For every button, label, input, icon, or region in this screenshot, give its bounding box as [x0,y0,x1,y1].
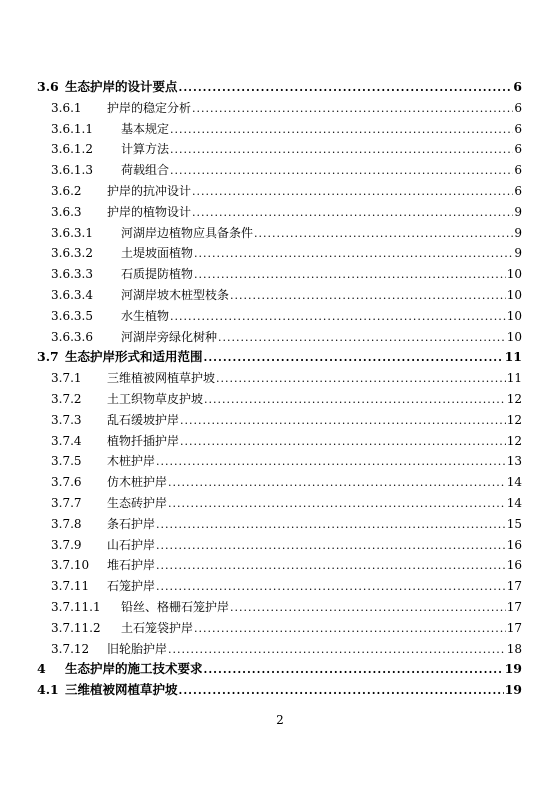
toc-entry-title: 乱石缓坡护岸 [107,412,180,427]
toc-entry-page: 10 [506,267,522,282]
toc-entry-number: 3.6.3.2 [51,246,93,261]
toc-leader-dots [180,432,506,453]
toc-entry-title: 荷载组合 [121,163,170,178]
toc-leader-dots [170,120,513,141]
toc-entry-page: 12 [506,433,522,448]
toc-entry-page: 10 [506,287,522,302]
toc-entry[interactable] [37,555,522,576]
toc-entry-title: 生态砖护岸 [107,495,168,510]
toc-entry-number: 3.7.4 [51,433,82,448]
toc-entry[interactable] [37,368,522,389]
toc-leader-dots [204,390,506,411]
toc-entry-title: 基本规定 [121,121,170,136]
toc-entry-number: 3.7.11 [51,579,90,594]
toc-entry[interactable] [37,618,522,639]
toc-entry-page: 14 [506,495,522,510]
toc-entry-title: 石笼护岸 [107,579,156,594]
toc-entry[interactable] [37,493,522,514]
toc-entry-title: 植物扦插护岸 [107,433,180,448]
toc-entry[interactable] [37,77,522,98]
toc-leader-dots [156,556,506,577]
toc-entry-number: 3.6 [37,79,59,94]
toc-entry-page: 9 [514,204,522,219]
toc-leader-dots [192,203,513,224]
toc-entry-number: 3.6.3 [51,204,82,219]
toc-entry-number: 3.6.1 [51,100,82,115]
toc-entry-number: 3.7 [37,349,59,365]
toc-entry[interactable] [37,139,522,160]
toc-entry-title: 水生植物 [121,308,170,323]
toc-entry-page: 12 [506,391,522,406]
toc-leader-dots [168,640,506,661]
toc-entry-page: 17 [506,579,522,594]
toc-entry-title: 三维植被网植草护坡 [65,682,178,698]
toc-leader-dots [156,452,506,473]
toc-entry[interactable] [37,659,522,680]
toc-entry[interactable] [37,514,522,535]
toc-entry-number: 3.6.3.1 [51,225,93,240]
toc-entry-number: 3.7.3 [51,412,82,427]
page-number: 2 [276,713,284,727]
toc-entry-page: 17 [506,599,522,614]
toc-entry-page: 16 [506,558,522,573]
toc-entry-title: 土工织物草皮护坡 [107,391,204,406]
toc-entry[interactable] [37,327,522,348]
toc-entry-title: 条石护岸 [107,516,156,531]
toc-leader-dots [254,224,513,245]
toc-leader-dots [204,660,504,681]
toc-leader-dots [192,182,513,203]
toc-entry[interactable] [37,181,522,202]
toc-entry-number: 3.6.1.3 [51,163,93,178]
toc-leader-dots [218,328,506,349]
toc-entry-number: 3.7.11.2 [51,620,101,635]
toc-entry-number: 3.6.3.6 [51,329,93,344]
toc-entry-page: 6 [514,142,522,157]
toc-entry-page: 13 [506,454,522,469]
toc-entry[interactable] [37,639,522,660]
toc-entry-number: 3.7.12 [51,641,90,656]
toc-leader-dots [168,473,506,494]
toc-entry[interactable] [37,576,522,597]
toc-entry[interactable] [37,535,522,556]
toc-entry-page: 10 [506,329,522,344]
toc-entry-page: 6 [513,79,522,94]
toc-entry-title: 河湖岸坡木桩型枝条 [121,287,230,302]
toc-entry-title: 生态护岸的设计要点 [65,79,178,94]
toc-leader-dots [156,577,506,598]
toc-leader-dots [216,369,506,390]
toc-leader-dots [180,411,506,432]
toc-leader-dots [179,78,513,99]
toc-entry-title: 生态护岸形式和适用范围 [65,349,203,365]
toc-entry-page: 16 [506,537,522,552]
toc-entry[interactable] [37,160,522,181]
toc-entry-number: 3.6.3.4 [51,287,93,302]
toc-entry-page: 9 [514,246,522,261]
toc-leader-dots [192,99,513,120]
toc-entry-page: 9 [514,225,522,240]
toc-entry-page: 17 [506,620,522,635]
toc-entry-page: 19 [504,661,522,677]
toc-entry-number: 3.7.6 [51,475,82,490]
toc-entry-title: 护岸的稳定分析 [107,100,192,115]
toc-entry-number: 3.6.3.5 [51,308,93,323]
toc-entry-page: 10 [506,308,522,323]
toc-entry-page: 6 [514,183,522,198]
toc-entry-number: 4 [37,661,46,677]
toc-entry[interactable] [37,202,522,223]
toc-entry-title: 生态护岸的施工技术要求 [65,661,203,677]
toc-entry[interactable] [37,472,522,493]
toc-entry-title: 土石笼袋护岸 [121,620,194,635]
toc-entry-title: 铅丝、格栅石笼护岸 [121,599,230,614]
toc-entry-number: 3.7.2 [51,391,82,406]
toc-entry-title: 旧轮胎护岸 [107,641,168,656]
toc-entry-number: 3.6.1.1 [51,121,93,136]
toc-leader-dots [230,598,506,619]
toc-entry-page: 12 [506,412,522,427]
toc-leader-dots [170,140,513,161]
toc-entry[interactable] [37,119,522,140]
toc-entry-number: 3.7.5 [51,454,82,469]
toc-entry-title: 三维植被网植草护坡 [107,371,216,386]
toc-entry-title: 护岸的抗冲设计 [107,183,192,198]
toc-entry[interactable] [37,347,522,368]
toc-leader-dots [194,619,506,640]
toc-entry-page: 6 [514,100,522,115]
toc-entry-number: 3.7.1 [51,371,82,386]
toc-entry-number: 3.6.1.2 [51,142,93,157]
toc-leader-dots [194,265,506,286]
toc-entry-title: 土堤坡面植物 [121,246,194,261]
toc-entry[interactable] [37,597,522,618]
toc-entry-number: 3.7.9 [51,537,82,552]
toc-entry-page: 14 [506,475,522,490]
toc-entry-title: 河湖岸边植物应具备条件 [121,225,254,240]
toc-entry-number: 4.1 [37,682,59,698]
toc-entry-page: 11 [504,349,522,365]
toc-entry-number: 3.7.7 [51,495,82,510]
toc-entry-number: 3.7.10 [51,558,90,573]
toc-entry-title: 计算方法 [121,142,170,157]
toc-entry[interactable] [37,98,522,119]
toc-entry-title: 护岸的植物设计 [107,204,192,219]
toc-entry[interactable] [37,410,522,431]
toc-entry[interactable] [37,389,522,410]
toc-entry-title: 仿木桩护岸 [107,475,168,490]
toc-entry-page: 18 [506,641,522,656]
toc-leader-dots [156,515,506,536]
toc-entry-number: 3.7.11.1 [51,599,101,614]
toc-leader-dots [230,286,506,307]
toc-entry[interactable] [37,285,522,306]
toc-entry-page: 19 [504,682,522,698]
toc-entry-title: 堆石护岸 [107,558,156,573]
toc-entry-page: 15 [506,516,522,531]
toc-entry-page: 6 [514,163,522,178]
toc-entry[interactable] [37,243,522,264]
table-of-contents [37,77,522,701]
toc-leader-dots [156,536,506,557]
toc-entry-number: 3.6.3.3 [51,267,93,282]
toc-leader-dots [204,348,504,369]
toc-leader-dots [168,494,506,515]
toc-entry-page: 11 [506,371,522,386]
toc-entry[interactable] [37,264,522,285]
toc-entry[interactable] [37,431,522,452]
toc-entry[interactable] [37,223,522,244]
toc-entry[interactable] [37,680,522,701]
toc-entry[interactable] [37,306,522,327]
toc-entry-page: 6 [514,121,522,136]
toc-leader-dots [194,244,513,265]
toc-entry-title: 山石护岸 [107,537,156,552]
toc-leader-dots [170,307,506,328]
toc-entry-title: 木桩护岸 [107,454,156,469]
toc-entry[interactable] [37,451,522,472]
toc-leader-dots [179,681,504,702]
toc-entry-title: 石质提防植物 [121,267,194,282]
toc-entry-number: 3.6.2 [51,183,82,198]
toc-entry-number: 3.7.8 [51,516,82,531]
toc-entry-title: 河湖岸旁绿化树种 [121,329,218,344]
toc-leader-dots [170,161,513,182]
